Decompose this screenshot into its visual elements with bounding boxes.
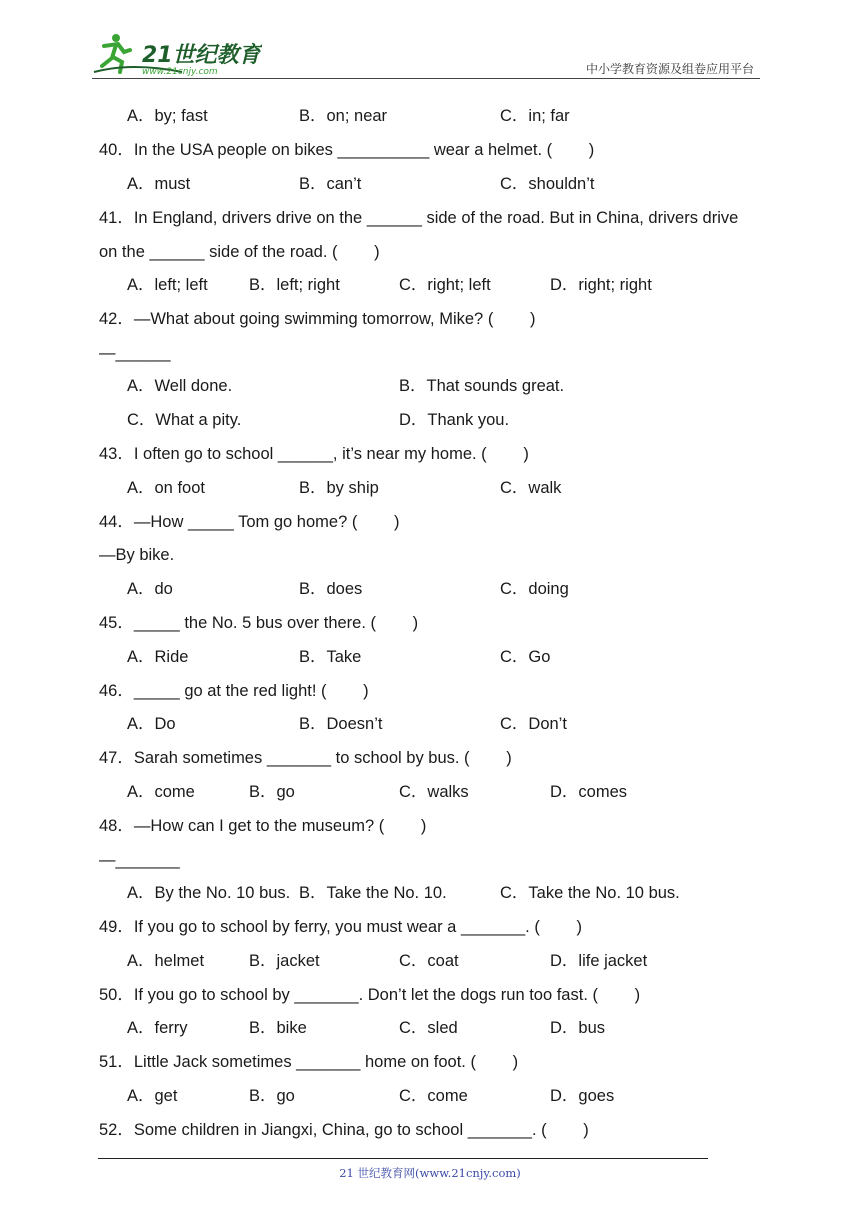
question-51: 51．Little Jack sometimes _______ home on foot. ( )	[99, 1053, 519, 1071]
q44-option-b[interactable]: B．does	[299, 580, 363, 598]
q42-option-c[interactable]: C．What a pity.	[127, 411, 242, 429]
q41-option-c[interactable]: C．right; left	[399, 276, 491, 294]
q45-option-c[interactable]: C．Go	[500, 648, 551, 666]
q50-option-b[interactable]: B．bike	[249, 1019, 307, 1037]
q41-option-a[interactable]: A．left; left	[127, 276, 208, 294]
svg-text:21世纪教育: 21世纪教育	[142, 43, 261, 68]
q40-option-c[interactable]: C．shouldn’t	[500, 175, 595, 193]
q44-option-a[interactable]: A．do	[127, 580, 173, 598]
q42-option-d[interactable]: D．Thank you.	[399, 411, 510, 429]
q49-option-b[interactable]: B．jacket	[249, 952, 320, 970]
q48-option-b[interactable]: B．Take the No. 10.	[299, 884, 447, 902]
q48-option-c[interactable]: C．Take the No. 10 bus.	[500, 884, 680, 902]
q49-option-d[interactable]: D．life jacket	[550, 952, 648, 970]
q41-option-b[interactable]: B．left; right	[249, 276, 340, 294]
q44-option-c[interactable]: C．doing	[500, 580, 569, 598]
q47-option-d[interactable]: D．comes	[550, 783, 628, 801]
question-43: 43．I often go to school ______, it’s near my home. ( )	[99, 445, 529, 463]
q51-option-c[interactable]: C．come	[399, 1087, 468, 1105]
q39-option-b[interactable]: B．on; near	[299, 107, 388, 125]
question-45: 45．_____ the No. 5 bus over there. ( )	[99, 614, 419, 632]
q41-option-d[interactable]: D．right; right	[550, 276, 652, 294]
question-42: 42．—What about going swimming tomorrow, Mike? ( )	[99, 310, 536, 328]
footer-source[interactable]: 21 世纪教育网(www.21cnjy.com)	[339, 1166, 521, 1180]
q50-option-d[interactable]: D．bus	[550, 1019, 606, 1037]
q43-option-c[interactable]: C．walk	[500, 479, 562, 497]
q47-option-a[interactable]: A．come	[127, 783, 195, 801]
q39-option-a[interactable]: A．by; fast	[127, 107, 208, 125]
question-52: 52．Some children in Jiangxi, China, go to school _______. ( )	[99, 1121, 589, 1139]
q50-option-c[interactable]: C．sled	[399, 1019, 458, 1037]
q51-option-d[interactable]: D．goes	[550, 1087, 615, 1105]
question-44-answer: —By bike.	[99, 546, 175, 564]
q47-option-b[interactable]: B．go	[249, 783, 295, 801]
page-header	[0, 0, 860, 80]
svg-text:www.21cnjy.com: www.21cnjy.com	[142, 67, 218, 77]
header-divider	[92, 78, 760, 79]
q46-option-b[interactable]: B．Doesn’t	[299, 715, 383, 733]
q40-option-b[interactable]: B．can’t	[299, 175, 362, 193]
question-47: 47．Sarah sometimes _______ to school by bus. ( )	[99, 749, 512, 767]
q49-option-c[interactable]: C．coat	[399, 952, 459, 970]
platform-title: 中小学教育资源及组卷应用平台	[585, 62, 754, 76]
q51-option-a[interactable]: A．get	[127, 1087, 178, 1105]
q51-option-b[interactable]: B．go	[249, 1087, 295, 1105]
question-44: 44．—How _____ Tom go home? ( )	[99, 513, 400, 531]
q43-option-a[interactable]: A．on foot	[127, 479, 205, 497]
question-50: 50．If you go to school by _______. Don’t let the dogs run too fast. ( )	[99, 986, 641, 1004]
question-48: 48．—How can I get to the museum? ( )	[99, 817, 427, 835]
q47-option-c[interactable]: C．walks	[399, 783, 469, 801]
question-41: 41．In England, drivers drive on the ______ side of the road. But in China, drivers drive	[99, 209, 739, 227]
question-42-answer-blank: —______	[99, 344, 171, 362]
q46-option-c[interactable]: C．Don’t	[500, 715, 567, 733]
site-logo[interactable]	[92, 32, 262, 78]
q39-option-c[interactable]: C．in; far	[500, 107, 570, 125]
q40-option-a[interactable]: A．must	[127, 175, 191, 193]
q49-option-a[interactable]: A．helmet	[127, 952, 205, 970]
question-49: 49．If you go to school by ferry, you must wear a _______. ( )	[99, 918, 583, 936]
q42-option-b[interactable]: B．That sounds great.	[399, 377, 565, 395]
q45-option-b[interactable]: B．Take	[299, 648, 362, 666]
q50-option-a[interactable]: A．ferry	[127, 1019, 188, 1037]
runner-logo-icon	[92, 32, 262, 78]
question-40: 40．In the USA people on bikes __________ wear a helmet. ( )	[99, 141, 595, 159]
q45-option-a[interactable]: A．Ride	[127, 648, 189, 666]
q43-option-b[interactable]: B．by ship	[299, 479, 379, 497]
question-41-cont: on the ______ side of the road. ( )	[99, 243, 380, 261]
question-48-answer-blank: —_______	[99, 851, 180, 869]
question-46: 46．_____ go at the red light! ( )	[99, 682, 369, 700]
q42-option-a[interactable]: A．Well done.	[127, 377, 233, 395]
q46-option-a[interactable]: A．Do	[127, 715, 176, 733]
q48-option-a[interactable]: A．By the No. 10 bus.	[127, 884, 291, 902]
footer-divider	[98, 1158, 708, 1159]
